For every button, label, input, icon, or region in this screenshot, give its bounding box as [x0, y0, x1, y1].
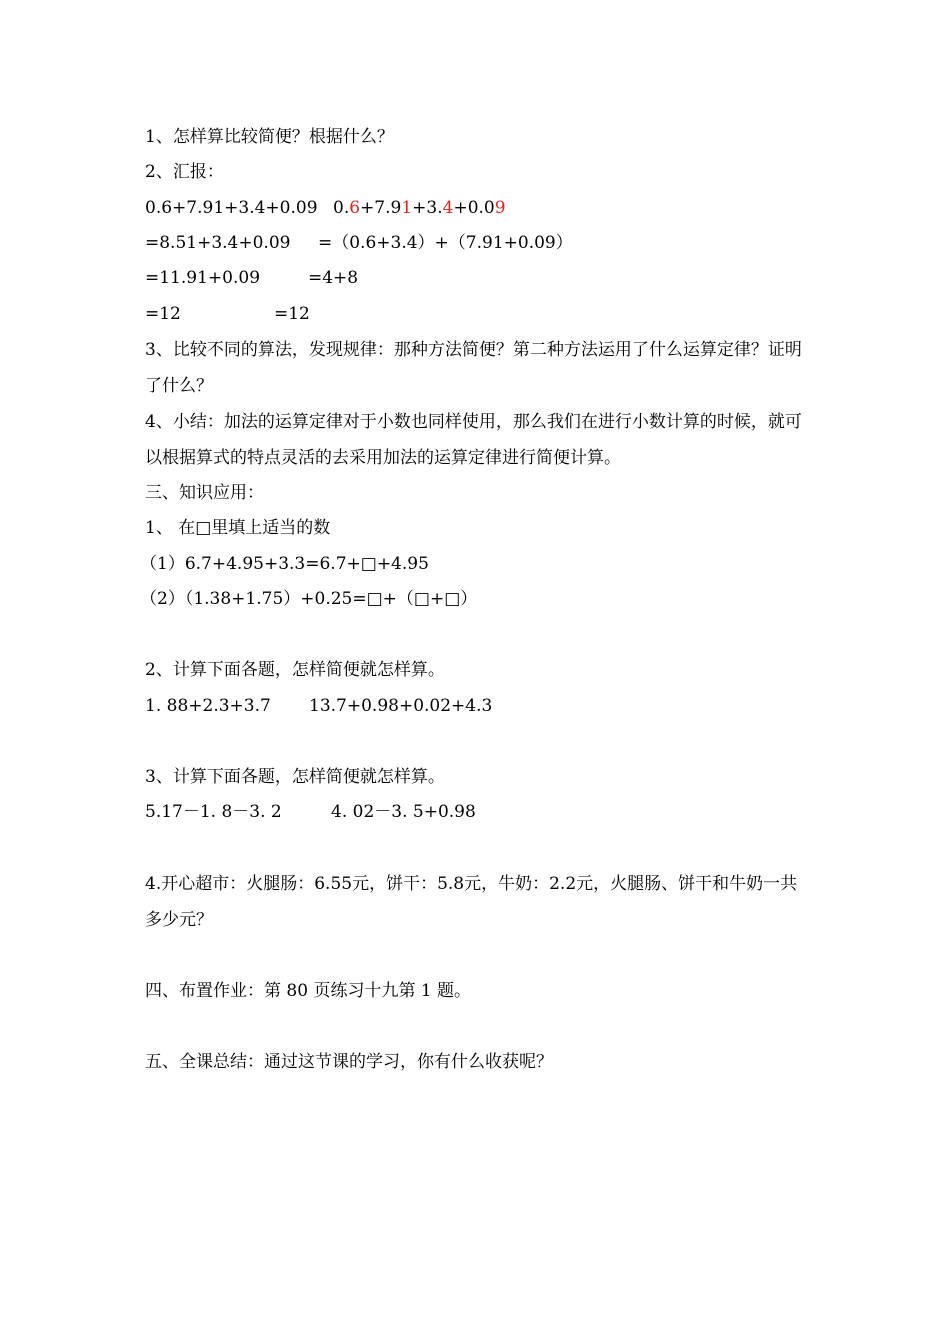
calc-seg-red: 9: [494, 198, 506, 218]
fill-item-2: （2）（1.38+1.75）+0.25=□+（□+□）: [140, 589, 478, 609]
section-5-summary: 五、全课总结：通过这节课的学习，你有什么收获呢？: [145, 1052, 553, 1072]
calc-seg-red: 6: [349, 198, 361, 218]
calc-right-1: [333, 197, 506, 219]
calc-right-4: =12: [274, 304, 310, 324]
calc-left-1: 0.6+7.91+3.4+0.09: [145, 198, 318, 218]
section-3-heading: 三、知识应用：: [145, 483, 264, 503]
calc2-title: 2、计算下面各题，怎样简便就怎样算。: [145, 660, 445, 680]
calc3-item-a: 5.17－1. 8－3. 2: [145, 802, 282, 822]
question-2: 2、汇报：: [145, 162, 224, 182]
calc-seg: +3.: [412, 198, 443, 218]
fill-item-1: （1）6.7+4.95+3.3=6.7+□+4.95: [140, 554, 429, 574]
calc-seg: +0.0: [453, 198, 495, 218]
calc-seg: +7.9: [360, 198, 402, 218]
calc-seg-red: 1: [401, 198, 413, 218]
section-4-homework: 四、布置作业：第 80 页练习十九第 1 题。: [145, 981, 472, 1001]
question-1: 1、怎样算比较简便？根据什么？: [145, 127, 394, 147]
calc-seg: 0.: [333, 198, 350, 218]
calc-right-2: =（0.6+3.4）+（7.91+0.09）: [318, 233, 573, 253]
market-question: 4.开心超市：火腿肠：6.55元，饼干：5.8元，牛奶：2.2元，火腿肠、饼干和牛奶一共多少元？: [145, 874, 798, 930]
calc-left-3: =11.91+0.09: [145, 268, 261, 288]
calc-left-2: =8.51+3.4+0.09: [145, 233, 291, 253]
calc-right-3: =4+8: [308, 268, 359, 288]
calc2-item-a: 1. 88+2.3+3.7: [145, 696, 271, 716]
calc2-item-b: 13.7+0.98+0.02+4.3: [309, 696, 493, 716]
question-4-summary: 4、小结：加法的运算定律对于小数也同样使用，那么我们在进行小数计算的时候，就可以根据算式的特点灵活的去采用加法的运算定律进行简便计算。: [145, 412, 802, 468]
calc-seg-red: 4: [442, 198, 454, 218]
calc3-item-b: 4. 02－3. 5+0.98: [331, 802, 476, 822]
question-3: 3、比较不同的算法，发现规律：那种方法简便？第二种方法运用了什么运算定律？证明了什么？: [145, 340, 802, 396]
fill-title: 1、 在□里填上适当的数: [145, 518, 331, 538]
calc3-title: 3、计算下面各题，怎样简便就怎样算。: [145, 767, 445, 787]
calc-left-4: =12: [145, 304, 181, 324]
